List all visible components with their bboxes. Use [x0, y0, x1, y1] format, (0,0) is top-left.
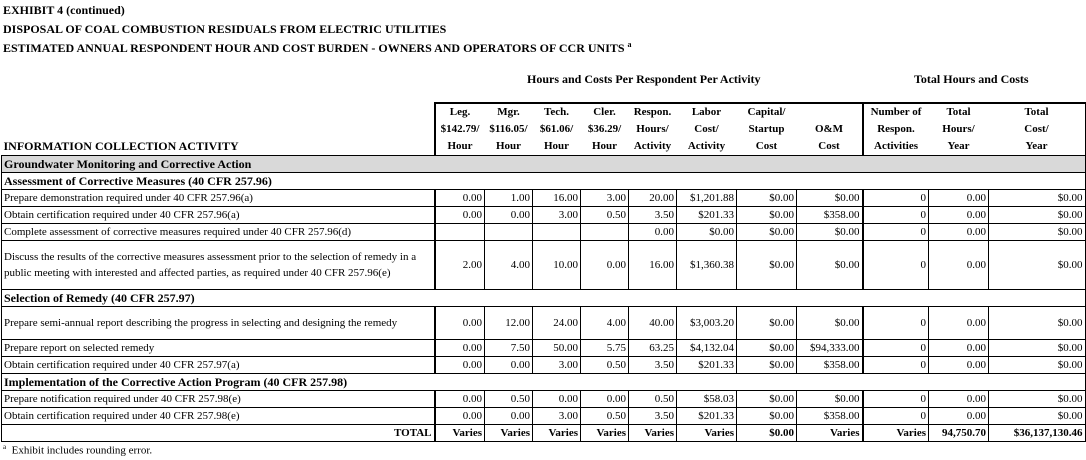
row-label: TOTAL	[2, 425, 435, 442]
table-cell: $0.00	[737, 190, 797, 207]
column-header-line: Hour	[591, 140, 618, 152]
table-cell: 0.00	[435, 190, 485, 207]
row-label: Prepare demonstration required under 40 CFR 257.96(a)	[2, 190, 435, 207]
table-cell: 0.00	[929, 391, 989, 408]
table-cell: 0	[863, 340, 929, 357]
table-row	[2, 241, 1086, 290]
table-cell: 0.00	[929, 190, 989, 207]
subsection-header-label: Implementation of the Corrective Action Program (40 CFR 257.98)	[2, 374, 1086, 391]
column-header-line: Cler.	[593, 106, 616, 118]
table-body	[2, 156, 1086, 442]
table-cell: 0.50	[485, 391, 533, 408]
column-header-line: Startup	[748, 123, 785, 135]
table-cell: 0.00	[533, 391, 581, 408]
table-cell: 3.00	[533, 408, 581, 425]
table-cell: $0.00	[677, 224, 737, 241]
table-cell: $0.00	[737, 425, 797, 442]
table-cell: $0.00	[737, 224, 797, 241]
table-cell: $36,137,130.46	[989, 425, 1086, 442]
table-cell: 16.00	[629, 241, 677, 290]
column-header-line: Activities	[874, 140, 918, 152]
table-cell: 0.00	[435, 307, 485, 340]
column-header-line: Mgr.	[497, 106, 520, 118]
table-cell: 3.00	[581, 190, 629, 207]
table-cell: 7.50	[485, 340, 533, 357]
column-header-line: Hours/	[942, 123, 975, 135]
table-cell: $0.00	[989, 241, 1086, 290]
table-cell: 50.00	[533, 340, 581, 357]
table-cell: $0.00	[737, 207, 797, 224]
table-cell: 0.00	[929, 241, 989, 290]
column-header-line: Hour	[447, 140, 473, 152]
table-cell: Varies	[485, 425, 533, 442]
table-cell: 3.50	[629, 357, 677, 374]
table-cell: $0.00	[797, 224, 863, 241]
row-label: Obtain certification required under 40 CFR 257.96(a)	[2, 207, 435, 224]
column-header-line: Year	[947, 140, 970, 152]
table-cell: $0.00	[989, 340, 1086, 357]
column-header-line: Hour	[495, 140, 522, 152]
column-header-line: Capital/	[747, 106, 786, 118]
table-cell: 4.00	[581, 307, 629, 340]
row-label: Prepare semi-annual report describing the progress in selecting and designing the remedy	[2, 307, 435, 340]
table-row	[2, 357, 1086, 374]
table-cell: Varies	[533, 425, 581, 442]
column-header-line: Hours/	[636, 123, 669, 135]
table-cell: 0.00	[435, 408, 485, 425]
table-cell: 0.00	[581, 241, 629, 290]
section-header	[2, 156, 1086, 173]
table-cell: 0.00	[485, 357, 533, 374]
table-cell: 0.00	[435, 391, 485, 408]
column-header-line: Cost/	[694, 123, 719, 135]
subsection-header-label: Assessment of Corrective Measures (40 CFR 257.96)	[2, 173, 1086, 190]
group-header-totals: Total Hours and Costs	[914, 72, 1029, 86]
section-header-label: Groundwater Monitoring and Corrective Action	[2, 156, 1086, 173]
table-cell: 63.25	[629, 340, 677, 357]
table-cell	[485, 224, 533, 241]
column-header-line: Activity	[633, 140, 672, 152]
table-cell: 1.00	[485, 190, 533, 207]
table-cell: $0.00	[989, 307, 1086, 340]
table-cell: $0.00	[989, 224, 1086, 241]
table-cell: $0.00	[737, 357, 797, 374]
exhibit-subtitle: ESTIMATED ANNUAL RESPONDENT HOUR AND COST BURDEN - OWNERS AND OPERATORS OF CCR UNITS $^a$	[3, 40, 632, 55]
subsection-header	[2, 374, 1086, 391]
table-cell: Varies	[797, 425, 863, 442]
table-cell: $201.33	[677, 408, 737, 425]
table-cell: Varies	[435, 425, 485, 442]
footnote: $^a$ Exhibit includes rounding error.	[3, 443, 153, 457]
subsection-header	[2, 290, 1086, 307]
table-cell: $0.00	[989, 408, 1086, 425]
column-header-line: Cost	[818, 140, 840, 152]
column-header	[435, 103, 485, 156]
column-header	[677, 103, 737, 156]
table-cell: 0	[863, 357, 929, 374]
table-cell: $58.03	[677, 391, 737, 408]
table-cell: 3.50	[629, 408, 677, 425]
column-header	[989, 103, 1086, 156]
table-cell: $0.00	[737, 391, 797, 408]
column-header-line: Total	[946, 106, 971, 118]
column-header-line: Number of	[870, 106, 922, 118]
table-cell: 0.00	[485, 408, 533, 425]
table-cell: $4,132.04	[677, 340, 737, 357]
table-cell: 3.50	[629, 207, 677, 224]
table-cell: $358.00	[797, 408, 863, 425]
table-cell: $0.00	[989, 207, 1086, 224]
column-header-line: Leg.	[449, 106, 471, 118]
table-cell: $358.00	[797, 207, 863, 224]
table-row	[2, 207, 1086, 224]
table-cell: $201.33	[677, 207, 737, 224]
table-cell: Varies	[677, 425, 737, 442]
column-header-line: Respon.	[633, 106, 672, 118]
table-cell: 0.00	[929, 307, 989, 340]
table-cell: $3,003.20	[677, 307, 737, 340]
column-header-line: Respon.	[877, 123, 915, 135]
table-cell: 12.00	[485, 307, 533, 340]
table-cell: 0.50	[581, 207, 629, 224]
table-cell: 0.00	[929, 224, 989, 241]
table-cell: $0.00	[989, 357, 1086, 374]
table-cell: $1,360.38	[677, 241, 737, 290]
table-cell	[581, 224, 629, 241]
table-cell: Varies	[863, 425, 929, 442]
total-row	[2, 425, 1086, 442]
column-header	[929, 103, 989, 156]
column-header-line: Year	[1025, 140, 1048, 152]
table-cell: $1,201.88	[677, 190, 737, 207]
row-label: Prepare report on selected remedy	[2, 340, 435, 357]
table-cell: 0.50	[581, 408, 629, 425]
table-cell: 0.00	[485, 207, 533, 224]
table-cell: $201.33	[677, 357, 737, 374]
column-header-line: Cost/	[1024, 123, 1049, 135]
column-header-line	[799, 104, 860, 121]
table-cell: 0	[863, 307, 929, 340]
table-cell: $0.00	[989, 190, 1086, 207]
table-cell: 0.00	[929, 408, 989, 425]
column-header-line: $36.29/	[587, 123, 622, 135]
table-cell: 0.00	[435, 207, 485, 224]
column-header-line: Total	[1024, 106, 1049, 118]
table-cell: $0.00	[737, 408, 797, 425]
column-header-line: $61.06/	[539, 123, 574, 135]
table-cell: 5.75	[581, 340, 629, 357]
row-label: Obtain certification required under 40 CFR 257.98(e)	[2, 408, 435, 425]
table-cell: $94,333.00	[797, 340, 863, 357]
burden-table	[1, 102, 1086, 442]
table-cell: $0.00	[989, 391, 1086, 408]
table-row	[2, 340, 1086, 357]
column-header-line: Tech.	[544, 106, 569, 118]
column-header-line: $142.79/	[440, 123, 480, 135]
table-cell: $0.00	[737, 340, 797, 357]
table-row	[2, 224, 1086, 241]
table-cell: $0.00	[737, 241, 797, 290]
table-header	[2, 103, 1086, 156]
table-cell: Varies	[629, 425, 677, 442]
exhibit-title: DISPOSAL OF COAL COMBUSTION RESIDUALS FROM ELECTRIC UTILITIES	[3, 22, 447, 36]
column-header-line: Labor	[691, 106, 722, 118]
table-cell: $0.00	[797, 241, 863, 290]
table-cell: 0.00	[435, 340, 485, 357]
table-cell	[533, 224, 581, 241]
column-header	[737, 103, 797, 156]
column-header-line: Activity	[687, 140, 726, 152]
column-header	[485, 103, 533, 156]
activity-column-header: INFORMATION COLLECTION ACTIVITY	[3, 139, 239, 153]
table-row	[2, 307, 1086, 340]
table-cell	[435, 224, 485, 241]
column-header-line: Hour	[543, 140, 570, 152]
column-header	[797, 103, 863, 156]
row-label: Discuss the results of the corrective measures assessment prior to the selection of remedy in a public meeting with interested and affected parties, as required under 40 CFR 257.96(e)	[2, 241, 435, 290]
table-cell: 0.00	[929, 207, 989, 224]
table-cell: 0	[863, 190, 929, 207]
table-cell: 0.00	[629, 224, 677, 241]
column-header	[629, 103, 677, 156]
row-label: Obtain certification required under 40 CFR 257.97(a)	[2, 357, 435, 374]
table-cell: 3.00	[533, 207, 581, 224]
table-cell: $0.00	[737, 307, 797, 340]
table-cell: 0.50	[581, 357, 629, 374]
table-cell: 24.00	[533, 307, 581, 340]
table-cell: $0.00	[797, 391, 863, 408]
table-row	[2, 391, 1086, 408]
table-cell: 0.00	[929, 357, 989, 374]
column-header-line: O&M	[814, 123, 844, 135]
table-cell: 0.00	[435, 357, 485, 374]
subsection-header-label: Selection of Remedy (40 CFR 257.97)	[2, 290, 1086, 307]
table-cell: 4.00	[485, 241, 533, 290]
table-cell: $358.00	[797, 357, 863, 374]
table-cell: 0	[863, 408, 929, 425]
table-row	[2, 190, 1086, 207]
table-cell: 20.00	[629, 190, 677, 207]
row-label: Prepare notification required under 40 CFR 257.98(e)	[2, 391, 435, 408]
table-cell: 2.00	[435, 241, 485, 290]
table-cell: 40.00	[629, 307, 677, 340]
table-cell: $0.00	[797, 307, 863, 340]
table-cell: 0	[863, 391, 929, 408]
table-cell: 0.50	[629, 391, 677, 408]
column-header	[533, 103, 581, 156]
group-header-per-activity: Hours and Costs Per Respondent Per Activity	[527, 72, 761, 86]
table-cell: 0.00	[581, 391, 629, 408]
table-cell: 94,750.70	[929, 425, 989, 442]
table-cell: 10.00	[533, 241, 581, 290]
column-header-line: Cost	[755, 140, 778, 152]
table-cell: Varies	[581, 425, 629, 442]
table-cell: 3.00	[533, 357, 581, 374]
column-header	[581, 103, 629, 156]
column-header-line: $116.05/	[489, 123, 528, 135]
row-label: Complete assessment of corrective measures required under 40 CFR 257.96(d)	[2, 224, 435, 241]
table-cell: 0.00	[929, 340, 989, 357]
table-cell: 16.00	[533, 190, 581, 207]
subsection-header	[2, 173, 1086, 190]
table-cell: 0	[863, 207, 929, 224]
table-row	[2, 408, 1086, 425]
exhibit-label: EXHIBIT 4 (continued)	[3, 3, 125, 17]
table-cell: 0	[863, 241, 929, 290]
table-cell: $0.00	[797, 190, 863, 207]
table-cell: 0	[863, 224, 929, 241]
column-header	[863, 103, 929, 156]
